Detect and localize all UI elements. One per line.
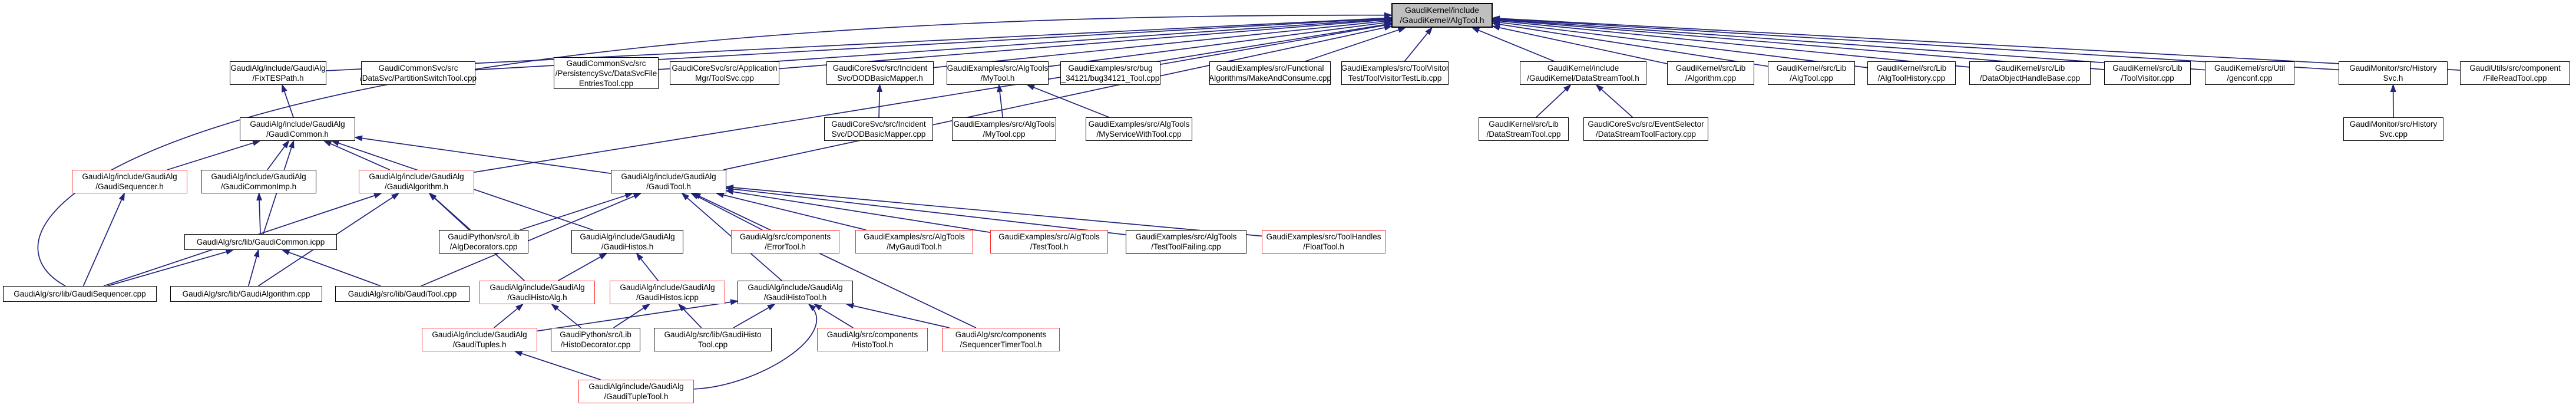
include-edge-gaudituples-h--gaudihistotool-h (537, 301, 738, 331)
graph-node-label: /TestTool.h (1030, 242, 1069, 251)
include-edge-gauditool-h--gaudicommon-h (355, 137, 611, 173)
include-edge-gaudisequencer-cpp--gaudicommon-icpp (108, 250, 233, 286)
include-edge-gaudihistotool-cpp--gaudihistotool-h (733, 304, 775, 328)
graph-node-label: GaudiAlg/include/GaudiAlg (620, 283, 715, 292)
graph-node-partitionswitchtool-cpp[interactable] (361, 61, 475, 85)
graph-node-label: /GaudiHistos.icpp (636, 293, 699, 302)
graph-node-label: GaudiKernel/src/Lib (1876, 64, 1947, 73)
graph-node-label: GaudiKernel/src/Lib (1995, 64, 2065, 73)
graph-node-datastreamtool-h[interactable] (1520, 61, 1646, 85)
graph-node-label: GaudiAlg/src/lib/GaudiCommon.icpp (196, 238, 325, 246)
graph-node-label: /GaudiTupleTool.h (604, 392, 669, 401)
graph-node-genconf-cpp[interactable] (2205, 61, 2294, 85)
graph-node-label: Test/ToolVisitorTestLib.cpp (1348, 74, 1442, 83)
include-edge-gaudicommon-icpp--gaudicommonimp-h (259, 193, 260, 234)
include-edge-mytool-h--algtool-h (1049, 22, 1391, 67)
graph-node-label: GaudiExamples/src/bug (1068, 64, 1153, 73)
graph-node-myservicewithtool-cpp[interactable] (1086, 117, 1192, 141)
graph-node-mytool-h[interactable] (947, 61, 1049, 85)
graph-node-label: GaudiCommonSvc/src (566, 58, 646, 68)
graph-node-label: GaudiAlg/src/components (826, 330, 918, 339)
graph-node-label: GaudiCommonSvc/src (378, 64, 458, 73)
graph-node-label: GaudiAlg/src/lib/GaudiTool.cpp (348, 289, 457, 298)
graph-node-label: GaudiAlg/src/lib/GaudiHisto (664, 330, 762, 339)
graph-node-label: GaudiAlg/include/GaudiAlg (748, 283, 843, 292)
graph-node-label: Svc/DODBasicMapper.cpp (831, 130, 926, 139)
graph-node-gauditupletool-h[interactable] (578, 380, 694, 403)
graph-node-label: GaudiKernel/src/Util (2214, 64, 2286, 73)
include-edge-makeandconsume-cpp--algtool-h (1305, 28, 1406, 61)
graph-node-label: GaudiAlg/include/GaudiAlg (490, 283, 585, 292)
include-edge-testtoolfailing-cpp--gauditool-h (726, 188, 1126, 235)
graph-node-label: /TestToolFailing.cpp (1151, 242, 1221, 251)
include-edge-toolvisitortestlib-cpp--algtool-h (1404, 28, 1432, 61)
graph-node-label: /GaudiKernel/DataStreamTool.h (1527, 74, 1639, 83)
graph-node-algdecorators-cpp[interactable] (439, 230, 528, 254)
graph-node-label: /MyTool.cpp (983, 130, 1026, 139)
graph-node-label: /GaudiKernel/AlgTool.h (1400, 15, 1484, 25)
graph-node-label: GaudiExamples/src/ToolVisitor (1341, 64, 1449, 73)
graph-node-datastreamtoolfactory-cpp[interactable] (1583, 117, 1708, 141)
graph-node-dataobjecthandlebase-cpp[interactable] (1969, 61, 2091, 85)
graph-node-label: GaudiExamples/src/AlgTools (947, 64, 1049, 73)
graph-node-datasvcfileentriestool-cpp[interactable] (554, 57, 659, 89)
graph-node-label: /FixTESPath.h (252, 74, 304, 83)
include-edge-gaudituples-h--gaudihistoalg-h (494, 304, 523, 328)
graph-node-label: GaudiAlg/src/lib/GaudiSequencer.cpp (14, 289, 146, 298)
include-edge-gauditool-h--algtool-h (723, 26, 1391, 170)
graph-node-label: Svc.h (2383, 74, 2403, 83)
graph-node-label: Mgr/ToolSvc.cpp (695, 74, 754, 83)
graph-node-label: /MyTool.h (980, 74, 1015, 83)
graph-node-gaudituples-h[interactable] (422, 328, 537, 351)
graph-node-floattool-h[interactable] (1262, 230, 1385, 254)
graph-node-label: /HistoTool.h (851, 340, 894, 349)
graph-node-label: /GaudiCommonImp.h (220, 182, 297, 191)
graph-node-algtool-cpp[interactable] (1768, 61, 1855, 85)
graph-node-label: GaudiExamples/src/Functional (1216, 64, 1324, 73)
graph-node-historysvc-h[interactable] (2339, 61, 2448, 85)
graph-node-label: GaudiCoreSvc/src/Application (672, 64, 778, 73)
graph-node-label: GaudiExamples/src/AlgTools (1135, 232, 1237, 241)
graph-node-testtoolfailing-cpp[interactable] (1126, 230, 1246, 254)
include-edge-histodecorator-cpp--gaudihistoalg-h (552, 304, 581, 328)
graph-node-gauditool-cpp[interactable] (335, 286, 469, 302)
graph-node-label: /GaudiHistoTool.h (763, 293, 827, 302)
graph-node-label: /GaudiSequencer.h (95, 182, 164, 191)
graph-node-label: GaudiExamples/src/AlgTools (998, 232, 1100, 241)
include-edge-gaudialgorithm-h--algtool-h (474, 24, 1391, 172)
graph-node-label: GaudiExamples/src/AlgTools (1088, 120, 1190, 129)
include-edge-histotool-h--gaudihistotool-h (815, 304, 854, 328)
graph-node-gaudicommon-h[interactable] (240, 117, 355, 141)
graph-node-label: GaudiExamples/src/AlgTools (864, 232, 965, 241)
graph-node-gaudialgorithm-cpp[interactable] (170, 286, 322, 302)
graph-node-algtool-h[interactable] (1391, 3, 1493, 28)
include-edge-gaudicommon-h--fixtespath-h (282, 85, 293, 117)
graph-node-fixtespath-h[interactable] (230, 61, 326, 85)
graph-node-label: /MyGaudiTool.h (887, 242, 942, 251)
graph-node-label: /GaudiHistoAlg.h (507, 293, 567, 302)
graph-node-label: GaudiExamples/src/ToolHandles (1266, 232, 1381, 241)
graph-node-label: GaudiAlg/src/components (739, 232, 831, 241)
graph-node-algorithm-cpp[interactable] (1667, 61, 1754, 85)
graph-node-label: GaudiKernel/include (1547, 64, 1619, 73)
graph-node-label: /AlgTool.cpp (1790, 74, 1833, 83)
graph-node-label: _34121/bug34121_Tool.cpp (1061, 74, 1160, 83)
graph-node-dodbasicmapper-h[interactable] (826, 61, 934, 85)
graph-node-label: GaudiAlg/include/GaudiAlg (82, 172, 177, 181)
graph-node-gaudihistotool-cpp[interactable] (654, 328, 772, 351)
graph-node-label: GaudiKernel/src/Lib (1776, 64, 1847, 73)
graph-node-label: GaudiCoreSvc/src/Incident (832, 64, 928, 73)
graph-node-label: GaudiUtils/src/component (2469, 64, 2561, 73)
graph-node-label: Tool.cpp (697, 340, 728, 349)
graph-node-label: /PersistencySvc/DataSvcFile (555, 68, 657, 78)
graph-node-gaudicommon-icpp[interactable] (184, 234, 337, 250)
graph-node-algtoolhistory-cpp[interactable] (1867, 61, 1956, 85)
graph-node-label: Algorithms/MakeAndConsume.cpp (1209, 74, 1331, 83)
graph-node-errortool-h[interactable] (731, 230, 839, 254)
graph-node-label: GaudiKernel/src/Lib (2112, 64, 2183, 73)
include-edge-algtool-cpp--algtool-h (1493, 23, 1768, 66)
graph-node-mytool-cpp[interactable] (952, 117, 1056, 141)
graph-node-gaudisequencer-cpp[interactable] (3, 286, 157, 302)
graph-node-label: GaudiKernel/include (1404, 5, 1480, 15)
include-edge-testtool-h--gauditool-h (726, 190, 990, 232)
graph-node-label: GaudiAlg/include/GaudiAlg (580, 232, 675, 241)
graph-node-gaudihistoalg-h[interactable] (480, 281, 595, 304)
include-edge-mytool-cpp--mytool-h (999, 85, 1003, 117)
include-edge-errortool-h--gauditool-h (692, 193, 762, 230)
include-edge-datastreamtool-h--algtool-h (1472, 28, 1554, 61)
graph-node-label: GaudiMonitor/src/History (2349, 64, 2437, 73)
graph-node-label: /DataObjectHandleBase.cpp (1979, 74, 2081, 83)
graph-node-label: GaudiAlg/include/GaudiAlg (369, 172, 464, 181)
graph-node-filereadtool-cpp[interactable] (2460, 61, 2570, 85)
graph-node-toolsvc-cpp[interactable] (670, 61, 779, 85)
graph-node-label: /GaudiAlgorithm.h (384, 182, 449, 191)
graph-node-testtool-h[interactable] (990, 230, 1108, 254)
graph-node-label: EntriesTool.cpp (578, 78, 634, 88)
graph-node-label: /GaudiTool.h (646, 182, 691, 191)
graph-node-label: GaudiAlg/include/GaudiAlg (432, 330, 527, 339)
include-edge-sequencertimertool-h--gauditool-h (693, 193, 976, 328)
graph-node-label: GaudiCoreSvc/src/Incident (831, 120, 926, 129)
graph-node-label: GaudiAlg/include/GaudiAlg (588, 382, 684, 391)
graph-node-label: /DataStreamToolFactory.cpp (1595, 130, 1697, 139)
graph-node-historysvc-cpp[interactable] (2343, 117, 2443, 141)
graph-node-label: /ErrorTool.h (765, 242, 806, 251)
graph-node-label: /Algorithm.cpp (1685, 74, 1737, 83)
graph-node-gaudihistos-icpp[interactable] (610, 281, 725, 304)
graph-node-gaudisequencer-h[interactable] (72, 170, 187, 193)
graph-node-gaudihistos-h[interactable] (571, 230, 683, 254)
graph-node-datastreamtool-cpp[interactable] (1479, 117, 1569, 141)
graph-node-label: /FileReadTool.cpp (2483, 74, 2547, 83)
include-edge-datastreamtoolfactory-cpp--datastreamtool-h (1596, 85, 1633, 117)
graph-node-label: /AlgToolHistory.cpp (1877, 74, 1946, 83)
graph-node-toolvisitor-cpp[interactable] (2104, 61, 2191, 85)
include-edge-gauditool-cpp--gaudicommon-icpp (282, 250, 381, 286)
graph-node-label: GaudiAlg/include/GaudiAlg (211, 172, 306, 181)
graph-node-label: /SequencerTimerTool.h (960, 340, 1042, 349)
include-edge-gauditupletool-h--gaudituples-h (515, 351, 600, 380)
graph-node-label: GaudiAlg/include/GaudiAlg (250, 120, 345, 129)
include-edge-histodecorator-cpp--gaudihistos-icpp (614, 304, 650, 328)
graph-node-label: GaudiAlg/include/GaudiAlg (621, 172, 716, 181)
graph-node-toolvisitortestlib-cpp[interactable] (1341, 61, 1449, 85)
include-edge-floattool-h--gauditool-h (726, 187, 1262, 236)
graph-node-gaudihistotool-h[interactable] (738, 281, 853, 304)
graph-node-label: GaudiMonitor/src/History (2349, 120, 2438, 129)
graph-node-sequencertimertool-h[interactable] (942, 328, 1060, 351)
graph-node-label: /GaudiHistos.h (601, 242, 654, 251)
graph-node-label: Svc/DODBasicMapper.h (837, 74, 923, 83)
graph-node-label: /GaudiTuples.h (452, 340, 507, 349)
graph-node-dodbasicmapper-cpp[interactable] (824, 117, 933, 141)
graph-node-label: GaudiAlg/src/lib/GaudiAlgorithm.cpp (182, 289, 310, 298)
graph-node-label: GaudiKernel/src/Lib (1489, 120, 1559, 129)
include-edge-gaudialgorithm-h--gaudicommon-h (324, 141, 389, 170)
graph-node-label: GaudiExamples/src/AlgTools (953, 120, 1055, 129)
include-edge-datastreamtool-cpp--datastreamtool-h (1536, 85, 1570, 117)
include-edge-gaudihistoalg-h--gaudihistos-h (558, 254, 607, 281)
include-edge-gaudisequencer-h--gaudicommon-h (167, 141, 260, 170)
graph-node-label: /MyServiceWithTool.cpp (1096, 130, 1182, 139)
graph-node-label: GaudiAlg/include/GaudiAlg (230, 64, 326, 73)
graph-node-label: /FloatTool.h (1303, 242, 1344, 251)
graph-node-bug34121-tool-cpp[interactable] (1060, 61, 1160, 85)
graph-node-label: /genconf.cpp (2227, 74, 2273, 83)
graph-node-label: GaudiAlg/src/components (955, 330, 1047, 339)
graph-node-label: GaudiPython/src/Lib (560, 330, 631, 339)
graph-node-histodecorator-cpp[interactable] (551, 328, 640, 351)
graph-node-mygauditool-h[interactable] (855, 230, 973, 254)
graph-node-gauditool-h[interactable] (611, 170, 726, 193)
graph-node-label: /ToolVisitor.cpp (2121, 74, 2174, 83)
graph-node-label: /HistoDecorator.cpp (560, 340, 631, 349)
graph-node-gaudicommonimp-h[interactable] (201, 170, 316, 193)
include-edge-gaudisequencer-cpp--gaudisequencer-h (83, 193, 124, 286)
graph-node-label: Svc.cpp (2379, 130, 2408, 139)
graph-node-label: /DataStreamTool.cpp (1486, 130, 1561, 139)
graph-node-label: GaudiCoreSvc/src/EventSelector (1588, 120, 1704, 129)
graph-node-makeandconsume-cpp[interactable] (1209, 61, 1331, 85)
graph-node-label: /DataSvc/PartitionSwitchTool.cpp (359, 74, 477, 83)
include-edge-gaudialgorithm-cpp--gaudicommon-icpp (249, 250, 259, 286)
graph-node-label: /AlgDecorators.cpp (449, 242, 518, 251)
graph-node-label: GaudiPython/src/Lib (448, 232, 520, 241)
include-edge-mygauditool-h--gauditool-h (717, 193, 866, 230)
graph-node-label: GaudiKernel/src/Lib (1675, 64, 1746, 73)
include-edge-gaudihistos-icpp--gaudihistos-h (637, 254, 658, 281)
graph-node-histotool-h[interactable] (817, 328, 928, 351)
graph-node-gaudialgorithm-h[interactable] (359, 170, 474, 193)
graph-node-label: /GaudiCommon.h (266, 130, 329, 139)
